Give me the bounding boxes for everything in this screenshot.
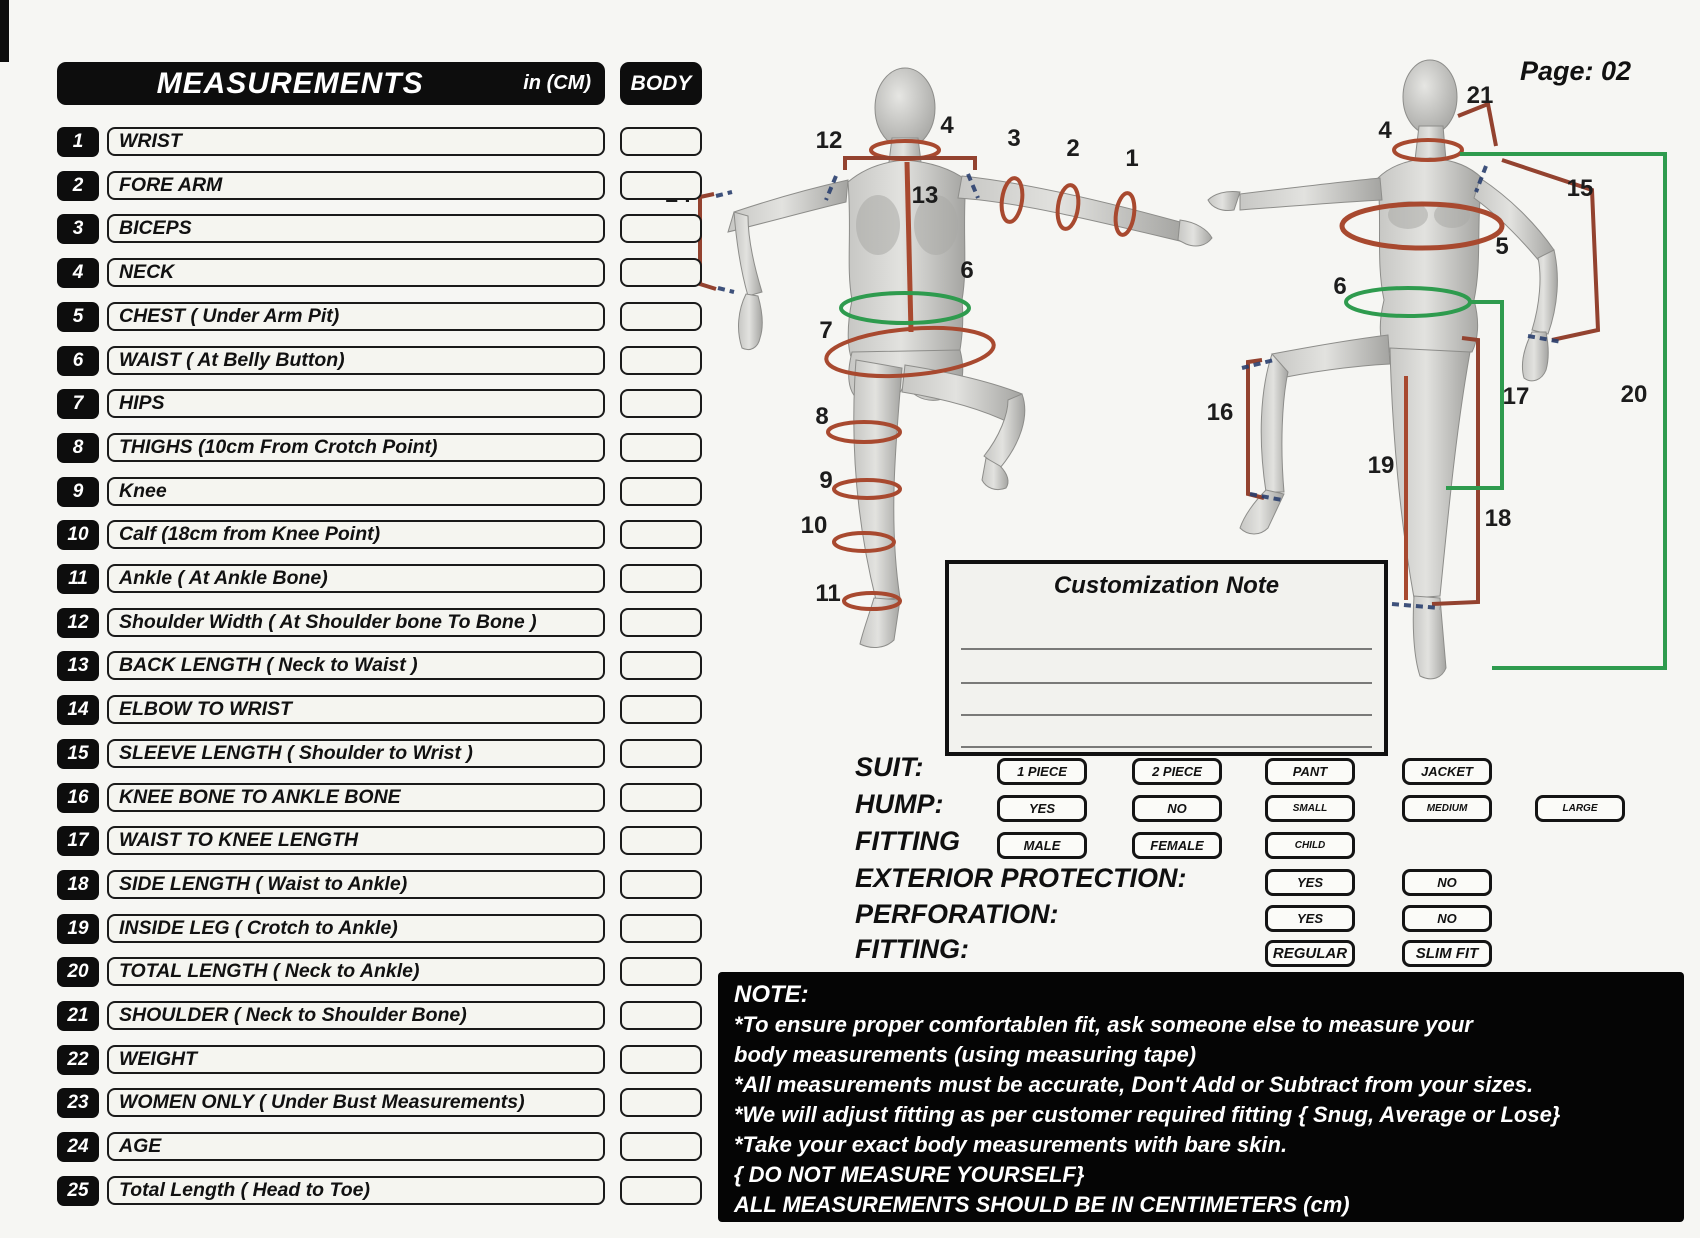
figure-marker-3: 3 [1007, 125, 1021, 152]
measurement-row-11 [55, 564, 705, 595]
measurement-row-24 [55, 1132, 705, 1163]
body-value-field[interactable] [620, 302, 702, 331]
body-column-header: BODY [620, 62, 702, 105]
figure-marker-10: 10 [800, 512, 828, 539]
measurement-row-15 [55, 739, 705, 770]
measurement-label: CHEST ( Under Arm Pit) [107, 302, 605, 331]
figure-marker-17: 17 [1502, 383, 1530, 410]
body-value-field[interactable] [620, 1045, 702, 1074]
measurement-number-badge: 24 [57, 1132, 99, 1162]
option-button-no[interactable]: NO [1132, 795, 1222, 822]
option-button-small[interactable]: SMALL [1265, 795, 1355, 822]
figure-marker-19: 19 [1367, 452, 1395, 479]
measurement-row-10 [55, 520, 705, 551]
measurement-label: WOMEN ONLY ( Under Bust Measurements) [107, 1088, 605, 1117]
body-value-field[interactable] [620, 258, 702, 287]
measurement-label: HIPS [107, 389, 605, 418]
note-lines [734, 1010, 1668, 1220]
measurement-label: SLEEVE LENGTH ( Shoulder to Wrist ) [107, 739, 605, 768]
measurement-row-7 [55, 389, 705, 420]
option-button-male[interactable]: MALE [997, 832, 1087, 859]
measurement-number-badge: 15 [57, 739, 99, 769]
measurement-number-badge: 9 [57, 477, 99, 507]
figure-marker-9: 9 [819, 467, 833, 494]
measurement-number-badge: 11 [57, 564, 99, 594]
list-header [55, 62, 705, 105]
body-value-field[interactable] [620, 739, 702, 768]
body-value-field[interactable] [620, 520, 702, 549]
option-row-label: PERFORATION: [855, 899, 1059, 929]
figure-marker-16: 16 [1206, 399, 1234, 426]
measurement-row-9 [55, 477, 705, 508]
note-line: { DO NOT MEASURE YOURSELF} [734, 1162, 1085, 1187]
option-button-jacket[interactable]: JACKET [1402, 758, 1492, 785]
measurement-label: NECK [107, 258, 605, 287]
measurement-number-badge: 14 [57, 695, 99, 725]
option-button-no[interactable]: NO [1402, 869, 1492, 896]
measurement-label: BACK LENGTH ( Neck to Waist ) [107, 651, 605, 680]
measurement-row-2 [55, 171, 705, 202]
option-row-label: SUIT: [855, 752, 924, 782]
body-value-field[interactable] [620, 870, 702, 899]
measurement-row-23 [55, 1088, 705, 1119]
note-heading: NOTE: [734, 981, 809, 1008]
measurement-number-badge: 8 [57, 433, 99, 463]
measurements-header [57, 62, 605, 105]
measurement-number-badge: 20 [57, 957, 99, 987]
figure-marker-12: 12 [815, 127, 843, 154]
measurement-row-19 [55, 914, 705, 945]
instructions-note-box [718, 972, 1684, 1222]
figure-marker-4: 4 [940, 112, 954, 139]
body-value-field[interactable] [620, 477, 702, 506]
measurement-number-badge: 13 [57, 651, 99, 681]
option-button-child[interactable]: CHILD [1265, 832, 1355, 859]
measurement-row-21 [55, 1001, 705, 1032]
measurement-label: INSIDE LEG ( Crotch to Ankle) [107, 914, 605, 943]
measurement-row-14 [55, 695, 705, 726]
option-button-yes[interactable]: YES [1265, 869, 1355, 896]
measurement-number-badge: 3 [57, 214, 99, 244]
measurement-label: Calf (18cm from Knee Point) [107, 520, 605, 549]
measurement-row-20 [55, 957, 705, 988]
measurement-label: THIGHS (10cm From Crotch Point) [107, 433, 605, 462]
body-value-field[interactable] [620, 695, 702, 724]
measurement-label: BICEPS [107, 214, 605, 243]
measurement-number-badge: 6 [57, 346, 99, 376]
figure-marker-6: 6 [1333, 273, 1347, 300]
option-button-yes[interactable]: YES [997, 795, 1087, 822]
body-value-field[interactable] [620, 171, 702, 200]
measurement-row-13 [55, 651, 705, 682]
note-line: *All measurements must be accurate, Don't Add or Subtract from your sizes. [734, 1072, 1534, 1097]
measurement-number-badge: 4 [57, 258, 99, 288]
measurement-label: ELBOW TO WRIST [107, 695, 605, 724]
measurement-label: SHOULDER ( Neck to Shoulder Bone) [107, 1001, 605, 1030]
body-value-field[interactable] [620, 1001, 702, 1030]
measurement-number-badge: 16 [57, 783, 99, 813]
measurement-list-panel [55, 62, 705, 1212]
figure-marker-18: 18 [1484, 505, 1512, 532]
measurement-row-1 [55, 127, 705, 158]
measurement-label: WAIST ( At Belly Button) [107, 346, 605, 375]
body-value-field[interactable] [620, 957, 702, 986]
figure-marker-13: 13 [911, 182, 939, 209]
body-value-field[interactable] [620, 214, 702, 243]
option-button-yes[interactable]: YES [1265, 905, 1355, 932]
customization-writing-line[interactable] [961, 714, 1372, 716]
measurement-number-badge: 25 [57, 1176, 99, 1206]
figure-marker-1: 1 [1125, 145, 1139, 172]
measurement-row-4 [55, 258, 705, 289]
note-line: body measurements (using measuring tape) [734, 1042, 1197, 1067]
measurement-label: Total Length ( Head to Toe) [107, 1176, 605, 1205]
measurement-number-badge: 23 [57, 1088, 99, 1118]
customization-writing-line[interactable] [961, 682, 1372, 684]
measurement-row-5 [55, 302, 705, 333]
body-value-field[interactable] [620, 914, 702, 943]
figure-marker-11: 11 [815, 580, 841, 607]
body-value-field[interactable] [620, 783, 702, 812]
body-value-field[interactable] [620, 389, 702, 418]
option-button-female[interactable]: FEMALE [1132, 832, 1222, 859]
option-row-label: HUMP: [855, 789, 944, 819]
body-value-field[interactable] [620, 433, 702, 462]
measurement-number-badge: 17 [57, 826, 99, 856]
figure-marker-8: 8 [815, 403, 829, 430]
option-button-no[interactable]: NO [1402, 905, 1492, 932]
figure-marker-layer [665, 82, 1648, 607]
option-button-medium[interactable]: MEDIUM [1402, 795, 1492, 822]
body-value-field[interactable] [620, 608, 702, 637]
unit-label: in (CM) [523, 72, 591, 94]
measurement-label: WRIST [107, 127, 605, 156]
measurement-number-badge: 10 [57, 520, 99, 550]
option-row-label: FITTING: [855, 934, 969, 964]
body-value-field[interactable] [620, 651, 702, 680]
measurement-row-8 [55, 433, 705, 464]
figure-marker-4: 4 [1378, 117, 1392, 144]
option-button-large[interactable]: LARGE [1535, 795, 1625, 822]
measurement-row-25 [55, 1176, 705, 1207]
figure-marker-15: 15 [1566, 175, 1594, 202]
customization-writing-line[interactable] [961, 746, 1372, 748]
measurement-number-badge: 1 [57, 127, 99, 157]
option-row-label: EXTERIOR PROTECTION: [855, 863, 1187, 893]
page-number: Page: 02 [1520, 56, 1632, 86]
measurement-label: FORE ARM [107, 171, 605, 200]
measurement-label: Ankle ( At Ankle Bone) [107, 564, 605, 593]
note-line: *To ensure proper comfortablen fit, ask someone else to measure your [734, 1012, 1473, 1037]
measurement-row-6 [55, 346, 705, 377]
body-value-field[interactable] [620, 1176, 702, 1205]
measurement-number-badge: 21 [57, 1001, 99, 1031]
option-button-2-piece[interactable]: 2 PIECE [1132, 758, 1222, 785]
measurement-label: WEIGHT [107, 1045, 605, 1074]
body-value-field[interactable] [620, 127, 702, 156]
measurement-label: Knee [107, 477, 605, 506]
note-line: ALL MEASUREMENTS SHOULD BE IN CENTIMETERS (cm) [734, 1192, 1350, 1217]
figure-marker-21: 21 [1466, 82, 1494, 109]
measurement-label: WAIST TO KNEE LENGTH [107, 826, 605, 855]
measurement-number-badge: 2 [57, 171, 99, 201]
measurement-label: KNEE BONE TO ANKLE BONE [107, 783, 605, 812]
body-value-field[interactable] [620, 346, 702, 375]
customization-writing-line[interactable] [961, 648, 1372, 650]
option-button-slim-fit[interactable]: SLIM FIT [1402, 940, 1492, 967]
measurement-number-badge: 12 [57, 608, 99, 638]
measurement-row-12 [55, 608, 705, 639]
customization-note-title: Customization Note [1053, 572, 1280, 599]
figure-marker-2: 2 [1066, 135, 1080, 162]
option-button-1-piece[interactable]: 1 PIECE [997, 758, 1087, 785]
figure-marker-7: 7 [819, 317, 833, 344]
page-title: MEASUREMENTS [156, 66, 424, 100]
option-row-label: FITTING [855, 826, 960, 856]
option-button-pant[interactable]: PANT [1265, 758, 1355, 785]
figure-marker-20: 20 [1620, 381, 1648, 408]
measurement-number-badge: 7 [57, 389, 99, 419]
measurement-row-17 [55, 826, 705, 857]
body-value-field[interactable] [620, 826, 702, 855]
body-value-field[interactable] [620, 564, 702, 593]
measurement-label: Shoulder Width ( At Shoulder bone To Bone ) [107, 608, 605, 637]
measurement-number-badge: 5 [57, 302, 99, 332]
option-button-regular[interactable]: REGULAR [1265, 940, 1355, 967]
body-value-field[interactable] [620, 1132, 702, 1161]
measurement-row-18 [55, 870, 705, 901]
measurement-row-22 [55, 1045, 705, 1076]
measurement-row-16 [55, 783, 705, 814]
body-value-field[interactable] [620, 1088, 702, 1117]
figure-marker-6: 6 [960, 257, 974, 284]
measurement-row-3 [55, 214, 705, 245]
measurement-number-badge: 22 [57, 1045, 99, 1075]
measurement-label: TOTAL LENGTH ( Neck to Ankle) [107, 957, 605, 986]
measurement-number-badge: 18 [57, 870, 99, 900]
customization-note-box[interactable] [945, 560, 1388, 756]
measurement-number-badge: 19 [57, 914, 99, 944]
note-line: *Take your exact body measurements with bare skin. [734, 1132, 1288, 1157]
figure-marker-5: 5 [1495, 233, 1509, 260]
note-line: *We will adjust fitting as per customer required fitting { Snug, Average or Lose} [734, 1102, 1561, 1127]
measurement-label: AGE [107, 1132, 605, 1161]
measurement-label: SIDE LENGTH ( Waist to Ankle) [107, 870, 605, 899]
